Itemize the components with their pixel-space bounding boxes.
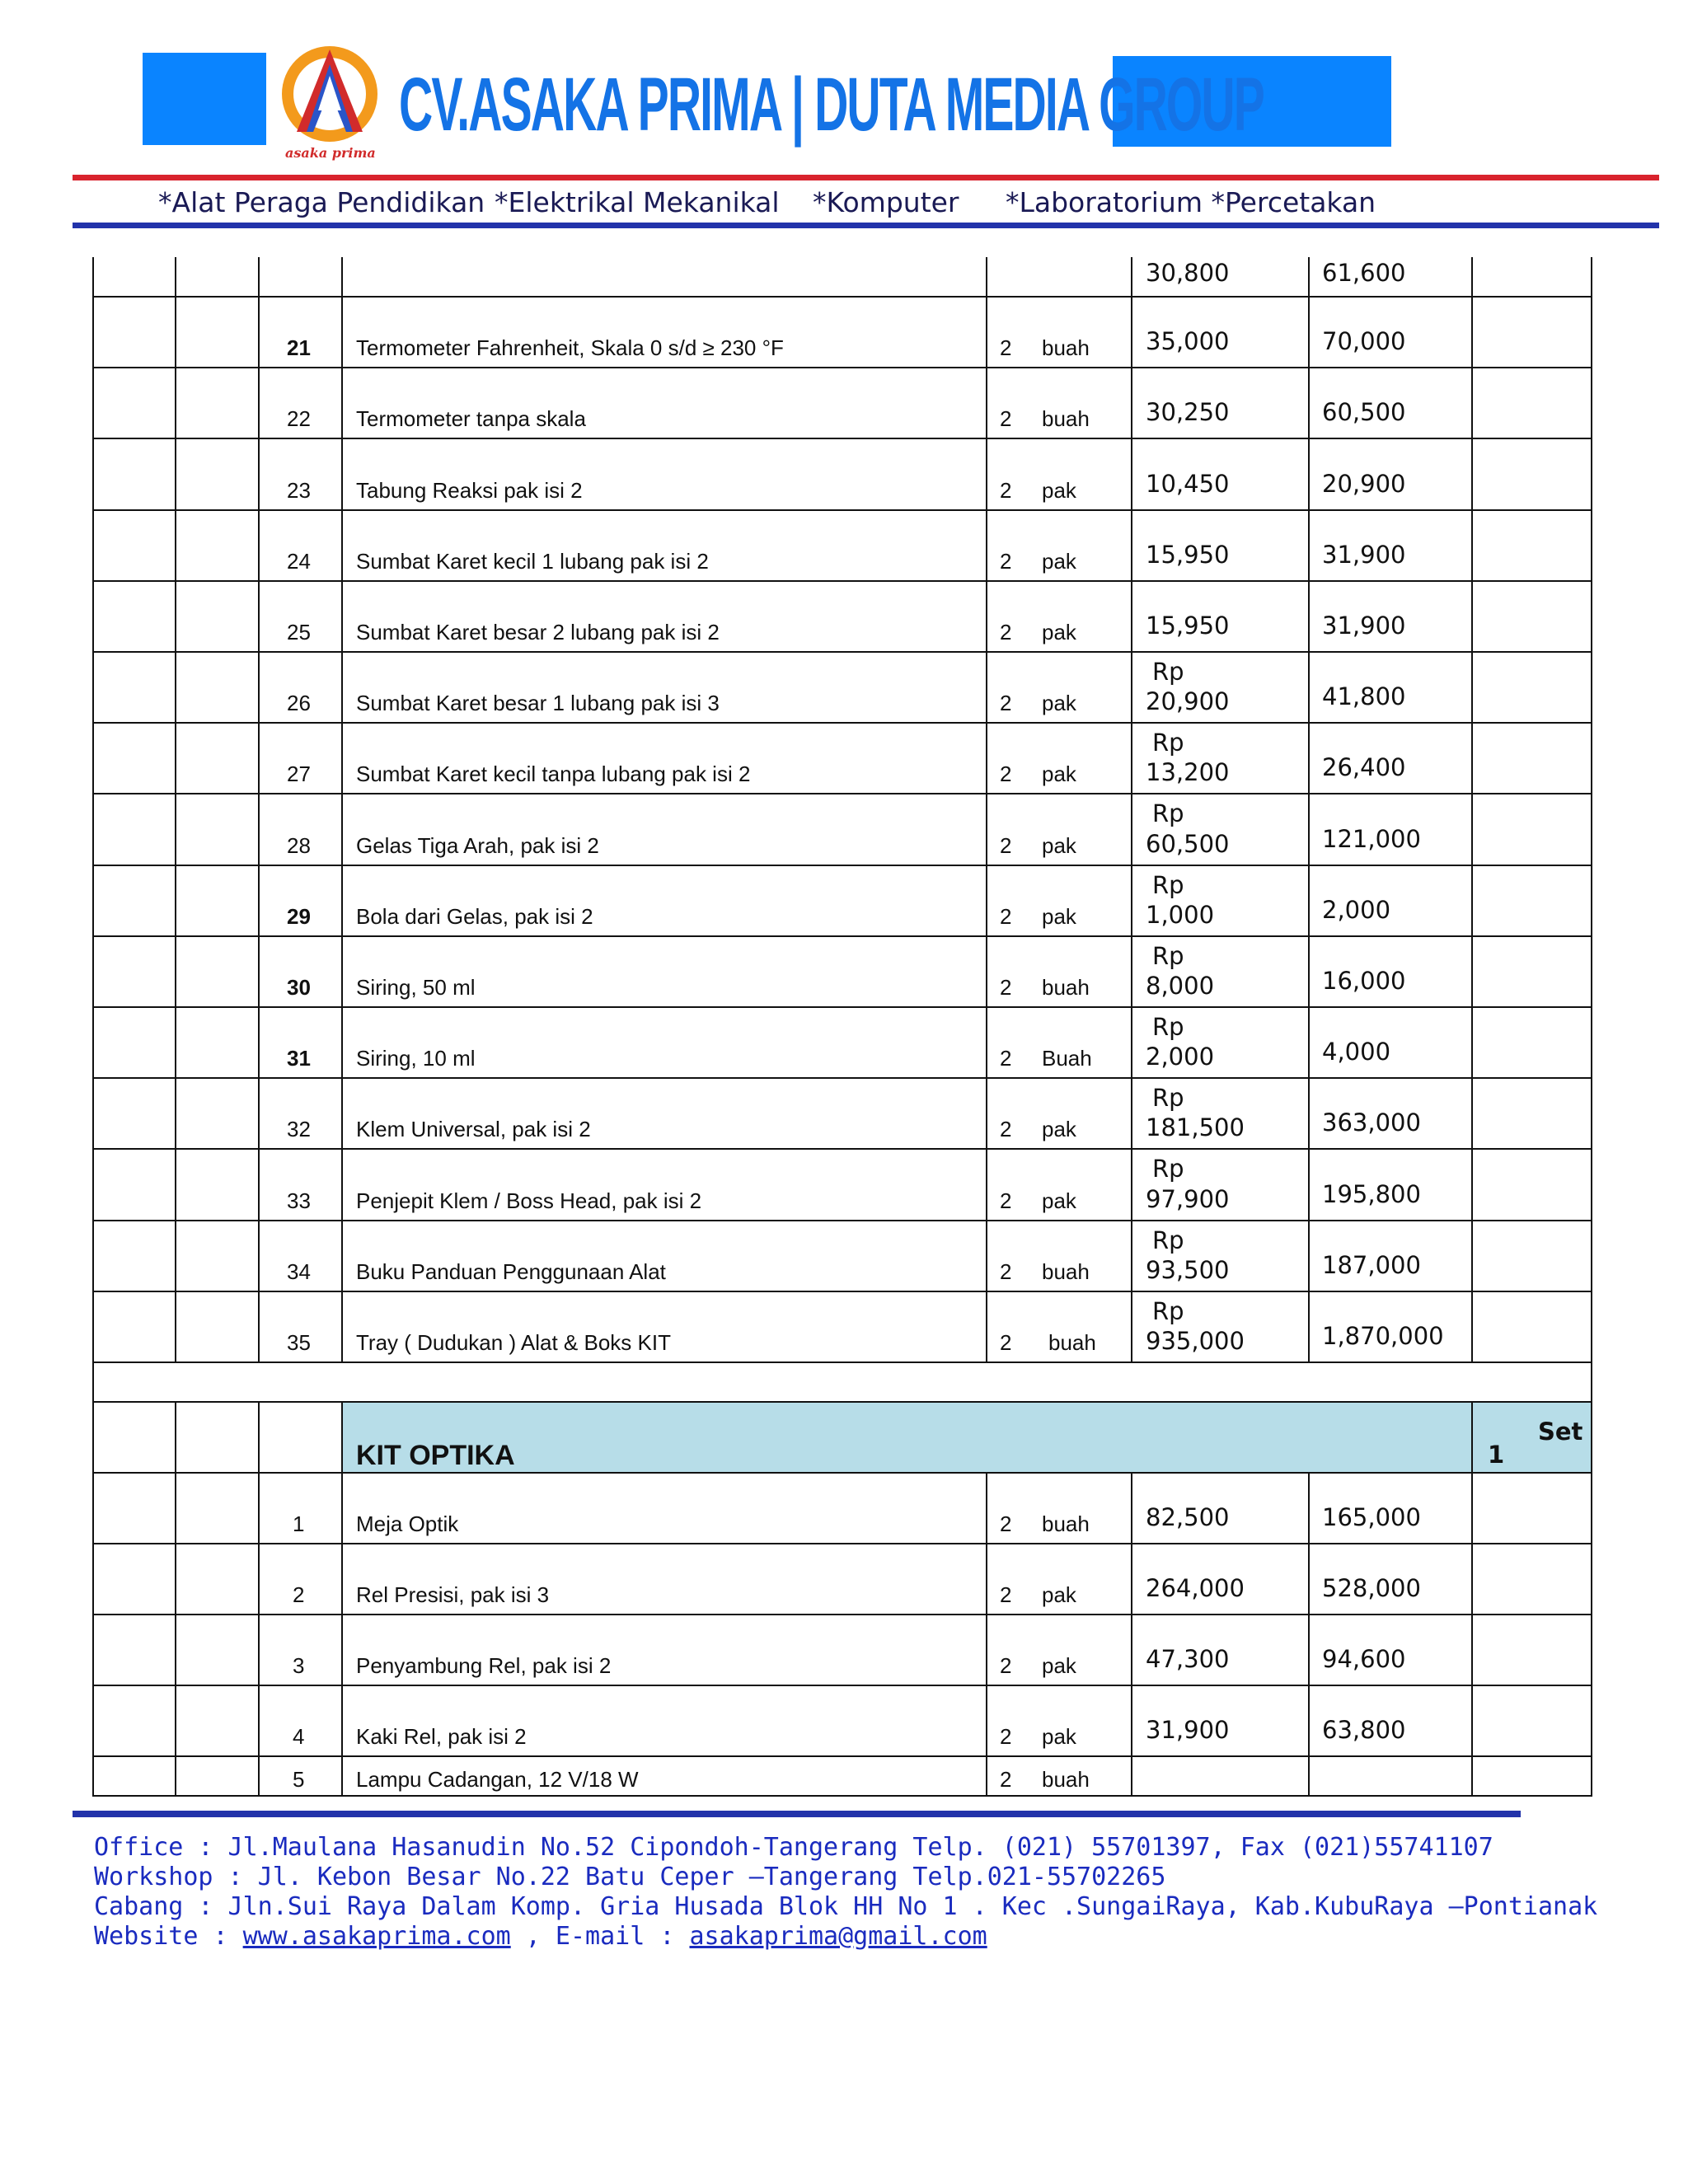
website-link[interactable]: www.asakaprima.com xyxy=(242,1922,511,1951)
kit-row-total: 63,800 xyxy=(1322,1716,1406,1744)
row-unit: Buah xyxy=(1042,1046,1092,1071)
row-unit-price: 15,950 xyxy=(1146,541,1230,569)
kit-row-vline xyxy=(341,1401,343,1472)
kit-row-item-name: Lampu Cadangan, 12 V/18 W xyxy=(356,1767,639,1792)
gap-row-left xyxy=(92,1361,94,1401)
row-qty: 2 xyxy=(1000,1330,1012,1355)
footer-workshop: Workshop : Jl. Kebon Besar No.22 Batu Ceper –Tangerang Telp.021-55702265 xyxy=(94,1863,1166,1891)
row-item-name: Sumbat Karet besar 2 lubang pak isi 2 xyxy=(356,620,720,644)
row-unit-price: 93,500 xyxy=(1146,1256,1230,1284)
item-row-border xyxy=(92,1077,1592,1079)
row-unit-price: 15,950 xyxy=(1146,612,1230,640)
row-number: 35 xyxy=(287,1330,311,1355)
header-rule-blue xyxy=(73,223,1659,228)
header-rule-red xyxy=(73,175,1659,180)
row-item-name: Klem Universal, pak isi 2 xyxy=(356,1117,591,1141)
item-row-border xyxy=(92,580,1592,582)
kit-row-number: 5 xyxy=(293,1767,305,1792)
kit-row-vline xyxy=(175,1401,176,1472)
row-rp-label: Rp xyxy=(1152,942,1184,970)
kit-row-unit: pak xyxy=(1042,1724,1076,1749)
row-unit: buah xyxy=(1042,1259,1090,1284)
item-row-border xyxy=(92,865,1592,866)
row-item-name: Gelas Tiga Arah, pak isi 2 xyxy=(356,833,599,858)
kit-row-unit: buah xyxy=(1042,1767,1090,1792)
kit-title: KIT OPTIKA xyxy=(356,1440,515,1471)
item-row-border xyxy=(92,1361,1592,1363)
kit-row-number: 2 xyxy=(293,1582,305,1607)
row-total: 31,900 xyxy=(1322,612,1406,640)
kit-row-unit-price: 82,500 xyxy=(1146,1503,1230,1531)
kit-item-vline xyxy=(341,1472,343,1797)
row-unit-price: 181,500 xyxy=(1146,1113,1245,1141)
row-item-name: Penjepit Klem / Boss Head, pak isi 2 xyxy=(356,1188,702,1213)
kit-item-row-border xyxy=(92,1685,1592,1686)
row-total: 60,500 xyxy=(1322,398,1406,426)
row-unit-price: 935,000 xyxy=(1146,1327,1245,1355)
kit-item-row-border xyxy=(92,1614,1592,1615)
row-unit-price: 2,000 xyxy=(1146,1043,1215,1071)
kit-item-vline xyxy=(92,1472,94,1797)
kit-row-item-name: Kaki Rel, pak isi 2 xyxy=(356,1724,527,1749)
footer-contact xyxy=(94,1922,987,1952)
row-unit-price: 35,000 xyxy=(1146,327,1230,355)
item-row-border xyxy=(92,1148,1592,1150)
row-qty: 2 xyxy=(1000,335,1012,360)
row-item-name: Termometer tanpa skala xyxy=(356,406,586,431)
row-qty: 2 xyxy=(1000,1259,1012,1284)
kit-row-unit: pak xyxy=(1042,1653,1076,1678)
tagline-lab-percetakan: *Laboratorium *Percetakan xyxy=(1006,186,1376,218)
row-number: 26 xyxy=(287,691,311,715)
company-logo xyxy=(272,40,387,163)
company-name: CV.ASAKA PRIMA | DUTA MEDIA GROUP xyxy=(399,63,1264,147)
row-qty: 2 xyxy=(1000,406,1012,431)
email-link[interactable]: asakaprima@gmail.com xyxy=(689,1922,987,1951)
row-unit: pak xyxy=(1042,478,1076,503)
row-number: 28 xyxy=(287,833,311,858)
row-qty: 2 xyxy=(1000,1117,1012,1141)
row-item-name: Bola dari Gelas, pak isi 2 xyxy=(356,904,593,929)
header-left-block xyxy=(143,53,266,145)
kit-row-vline xyxy=(92,1401,94,1472)
row-number: 24 xyxy=(287,549,311,574)
kit-item-vline xyxy=(986,1472,987,1797)
row-qty: 2 xyxy=(1000,549,1012,574)
kit-row-item-name: Meja Optik xyxy=(356,1511,459,1536)
kit-row-unit-price: 47,300 xyxy=(1146,1645,1230,1673)
kit-row-item-name: Penyambung Rel, pak isi 2 xyxy=(356,1653,612,1678)
row-number: 31 xyxy=(287,1046,311,1071)
row-unit-price: 97,900 xyxy=(1146,1185,1230,1213)
row-total: 195,800 xyxy=(1322,1180,1421,1208)
row-rp-label: Rp xyxy=(1152,1013,1184,1041)
row-unit: pak xyxy=(1042,549,1076,574)
table-vline xyxy=(1471,257,1473,1361)
kit-row-total: 165,000 xyxy=(1322,1503,1421,1531)
logo-caption: asaka prima xyxy=(285,145,376,161)
row-rp-label: Rp xyxy=(1152,1155,1184,1183)
row-unit-price: 1,000 xyxy=(1146,901,1215,929)
email-label: , E-mail : xyxy=(510,1922,690,1951)
gap-row-right xyxy=(1591,1361,1592,1401)
row-qty: 2 xyxy=(1000,478,1012,503)
row-unit: pak xyxy=(1042,904,1076,929)
kit-row-qty: 2 xyxy=(1000,1653,1012,1678)
row-number: 21 xyxy=(287,335,311,360)
kit-row-total: 94,600 xyxy=(1322,1645,1406,1673)
kit-row-vline xyxy=(258,1401,260,1472)
kit-row-number: 4 xyxy=(293,1724,305,1749)
kit-row-unit-price: 264,000 xyxy=(1146,1574,1245,1602)
item-row-border xyxy=(92,793,1592,794)
row-total: 70,000 xyxy=(1322,327,1406,355)
row-qty: 2 xyxy=(1000,1188,1012,1213)
row-unit: buah xyxy=(1042,335,1090,360)
kit-row-vline xyxy=(1471,1401,1473,1472)
row-total: 2,000 xyxy=(1322,896,1391,924)
row-item-name: Sumbat Karet besar 1 lubang pak isi 3 xyxy=(356,691,720,715)
tagline-komputer: *Komputer xyxy=(813,186,959,218)
row-number: 30 xyxy=(287,975,311,1000)
row-total: 187,000 xyxy=(1322,1251,1421,1279)
kit-row-unit: buah xyxy=(1042,1511,1090,1536)
row-total: 20,900 xyxy=(1322,470,1406,498)
row-number: 33 xyxy=(287,1188,311,1213)
row-number: 32 xyxy=(287,1117,311,1141)
row-total: 121,000 xyxy=(1322,825,1421,853)
row-unit-price: 8,000 xyxy=(1146,972,1215,1000)
table-vline xyxy=(1591,257,1592,1361)
kit-row-number: 3 xyxy=(293,1653,305,1678)
row-unit: pak xyxy=(1042,620,1076,644)
row-unit: pak xyxy=(1042,691,1076,715)
row-item-name: Termometer Fahrenheit, Skala 0 s/d ≥ 230 °F xyxy=(356,335,784,360)
footer-office: Office : Jl.Maulana Hasanudin No.52 Cipondoh-Tangerang Telp. (021) 55701397, Fax (021)55741107 xyxy=(94,1833,1493,1862)
row-rp-label: Rp xyxy=(1152,658,1184,686)
item-row-border xyxy=(92,509,1592,511)
table-vline xyxy=(175,257,176,1361)
kit-row-qty: 2 xyxy=(1000,1582,1012,1607)
row-unit-price: 30,250 xyxy=(1146,398,1230,426)
kit-row-number: 1 xyxy=(293,1511,305,1536)
row-total: 26,400 xyxy=(1322,753,1406,781)
website-label: Website : xyxy=(94,1922,243,1951)
row-item-name: Siring, 50 ml xyxy=(356,975,476,1000)
item-row-border xyxy=(92,935,1592,937)
table-vline xyxy=(986,257,987,1361)
table-vline xyxy=(1131,257,1132,1361)
row-item-name: Sumbat Karet kecil tanpa lubang pak isi 2 xyxy=(356,762,751,786)
row-number: 22 xyxy=(287,406,311,431)
row-total: 1,870,000 xyxy=(1322,1322,1444,1350)
row-number: 34 xyxy=(287,1259,311,1284)
row-total: 363,000 xyxy=(1322,1108,1421,1137)
row-qty: 2 xyxy=(1000,904,1012,929)
row-item-name: Sumbat Karet kecil 1 lubang pak isi 2 xyxy=(356,549,709,574)
kit-item-vline xyxy=(1131,1472,1132,1797)
carry-row-border xyxy=(92,296,1592,298)
row-rp-label: Rp xyxy=(1152,871,1184,899)
row-qty: 2 xyxy=(1000,1046,1012,1071)
tagline-alat-peraga: *Alat Peraga Pendidikan xyxy=(158,186,485,218)
row-item-name: Tray ( Dudukan ) Alat & Boks KIT xyxy=(356,1330,671,1355)
kit-row-vline xyxy=(1591,1401,1592,1472)
row-number: 25 xyxy=(287,620,311,644)
row-unit: buah xyxy=(1048,1330,1096,1355)
kit-item-vline xyxy=(1471,1472,1473,1797)
kit-row-unit: pak xyxy=(1042,1582,1076,1607)
kit-row-border xyxy=(92,1472,1592,1474)
table-vline xyxy=(258,257,260,1361)
kit-row-total: 528,000 xyxy=(1322,1574,1421,1602)
kit-item-row-border xyxy=(92,1543,1592,1544)
kit-row-qty: 2 xyxy=(1000,1767,1012,1792)
row-qty: 2 xyxy=(1000,620,1012,644)
kit-item-row-border xyxy=(92,1795,1592,1797)
row-unit: pak xyxy=(1042,1117,1076,1141)
kit-row-qty: 2 xyxy=(1000,1724,1012,1749)
row-unit: pak xyxy=(1042,762,1076,786)
row-rp-label: Rp xyxy=(1152,729,1184,757)
table-vline xyxy=(341,257,343,1361)
row-unit-price: 20,900 xyxy=(1146,687,1230,715)
carry-unit-price: 30,800 xyxy=(1146,259,1230,287)
row-number: 27 xyxy=(287,762,311,786)
row-unit-price: 10,450 xyxy=(1146,470,1230,498)
row-number: 29 xyxy=(287,904,311,929)
kit-unit: Set xyxy=(1538,1418,1583,1446)
kit-qty: 1 xyxy=(1488,1441,1505,1469)
row-unit: pak xyxy=(1042,833,1076,858)
footer-cabang: Cabang : Jln.Sui Raya Dalam Komp. Gria Husada Blok HH No 1 . Kec .SungaiRaya, Kab.KubuRaya –Pontianak xyxy=(94,1892,1598,1921)
row-qty: 2 xyxy=(1000,975,1012,1000)
row-qty: 2 xyxy=(1000,833,1012,858)
footer-rule xyxy=(73,1811,1521,1817)
kit-item-vline xyxy=(1308,1472,1310,1797)
kit-item-vline xyxy=(1591,1472,1592,1797)
row-item-name: Siring, 10 ml xyxy=(356,1046,476,1071)
row-total: 31,900 xyxy=(1322,541,1406,569)
tagline-elektrikal: *Elektrikal Mekanikal xyxy=(495,186,780,218)
item-row-border xyxy=(92,438,1592,439)
row-unit-price: 13,200 xyxy=(1146,758,1230,786)
row-unit: buah xyxy=(1042,975,1090,1000)
row-total: 4,000 xyxy=(1322,1038,1391,1066)
kit-item-vline xyxy=(258,1472,260,1797)
row-rp-label: Rp xyxy=(1152,1084,1184,1112)
kit-row-unit-price: 31,900 xyxy=(1146,1716,1230,1744)
item-row-border xyxy=(92,1006,1592,1008)
row-item-name: Buku Panduan Penggunaan Alat xyxy=(356,1259,666,1284)
kit-item-row-border xyxy=(92,1755,1592,1757)
item-row-border xyxy=(92,1291,1592,1292)
kit-item-vline xyxy=(175,1472,176,1797)
row-item-name: Tabung Reaksi pak isi 2 xyxy=(356,478,583,503)
item-row-border xyxy=(92,1220,1592,1221)
kit-row-qty: 2 xyxy=(1000,1511,1012,1536)
row-qty: 2 xyxy=(1000,691,1012,715)
table-vline xyxy=(92,257,94,1361)
carry-total: 61,600 xyxy=(1322,259,1406,287)
row-total: 41,800 xyxy=(1322,682,1406,710)
table-vline xyxy=(1308,257,1310,1361)
kit-row-item-name: Rel Presisi, pak isi 3 xyxy=(356,1582,550,1607)
row-unit: pak xyxy=(1042,1188,1076,1213)
row-unit-price: 60,500 xyxy=(1146,830,1230,858)
row-unit: buah xyxy=(1042,406,1090,431)
row-rp-label: Rp xyxy=(1152,1297,1184,1325)
row-rp-label: Rp xyxy=(1152,799,1184,827)
item-row-border xyxy=(92,722,1592,724)
item-row-border xyxy=(92,367,1592,368)
row-rp-label: Rp xyxy=(1152,1226,1184,1254)
row-number: 23 xyxy=(287,478,311,503)
item-row-border xyxy=(92,651,1592,653)
row-qty: 2 xyxy=(1000,762,1012,786)
row-total: 16,000 xyxy=(1322,967,1406,995)
